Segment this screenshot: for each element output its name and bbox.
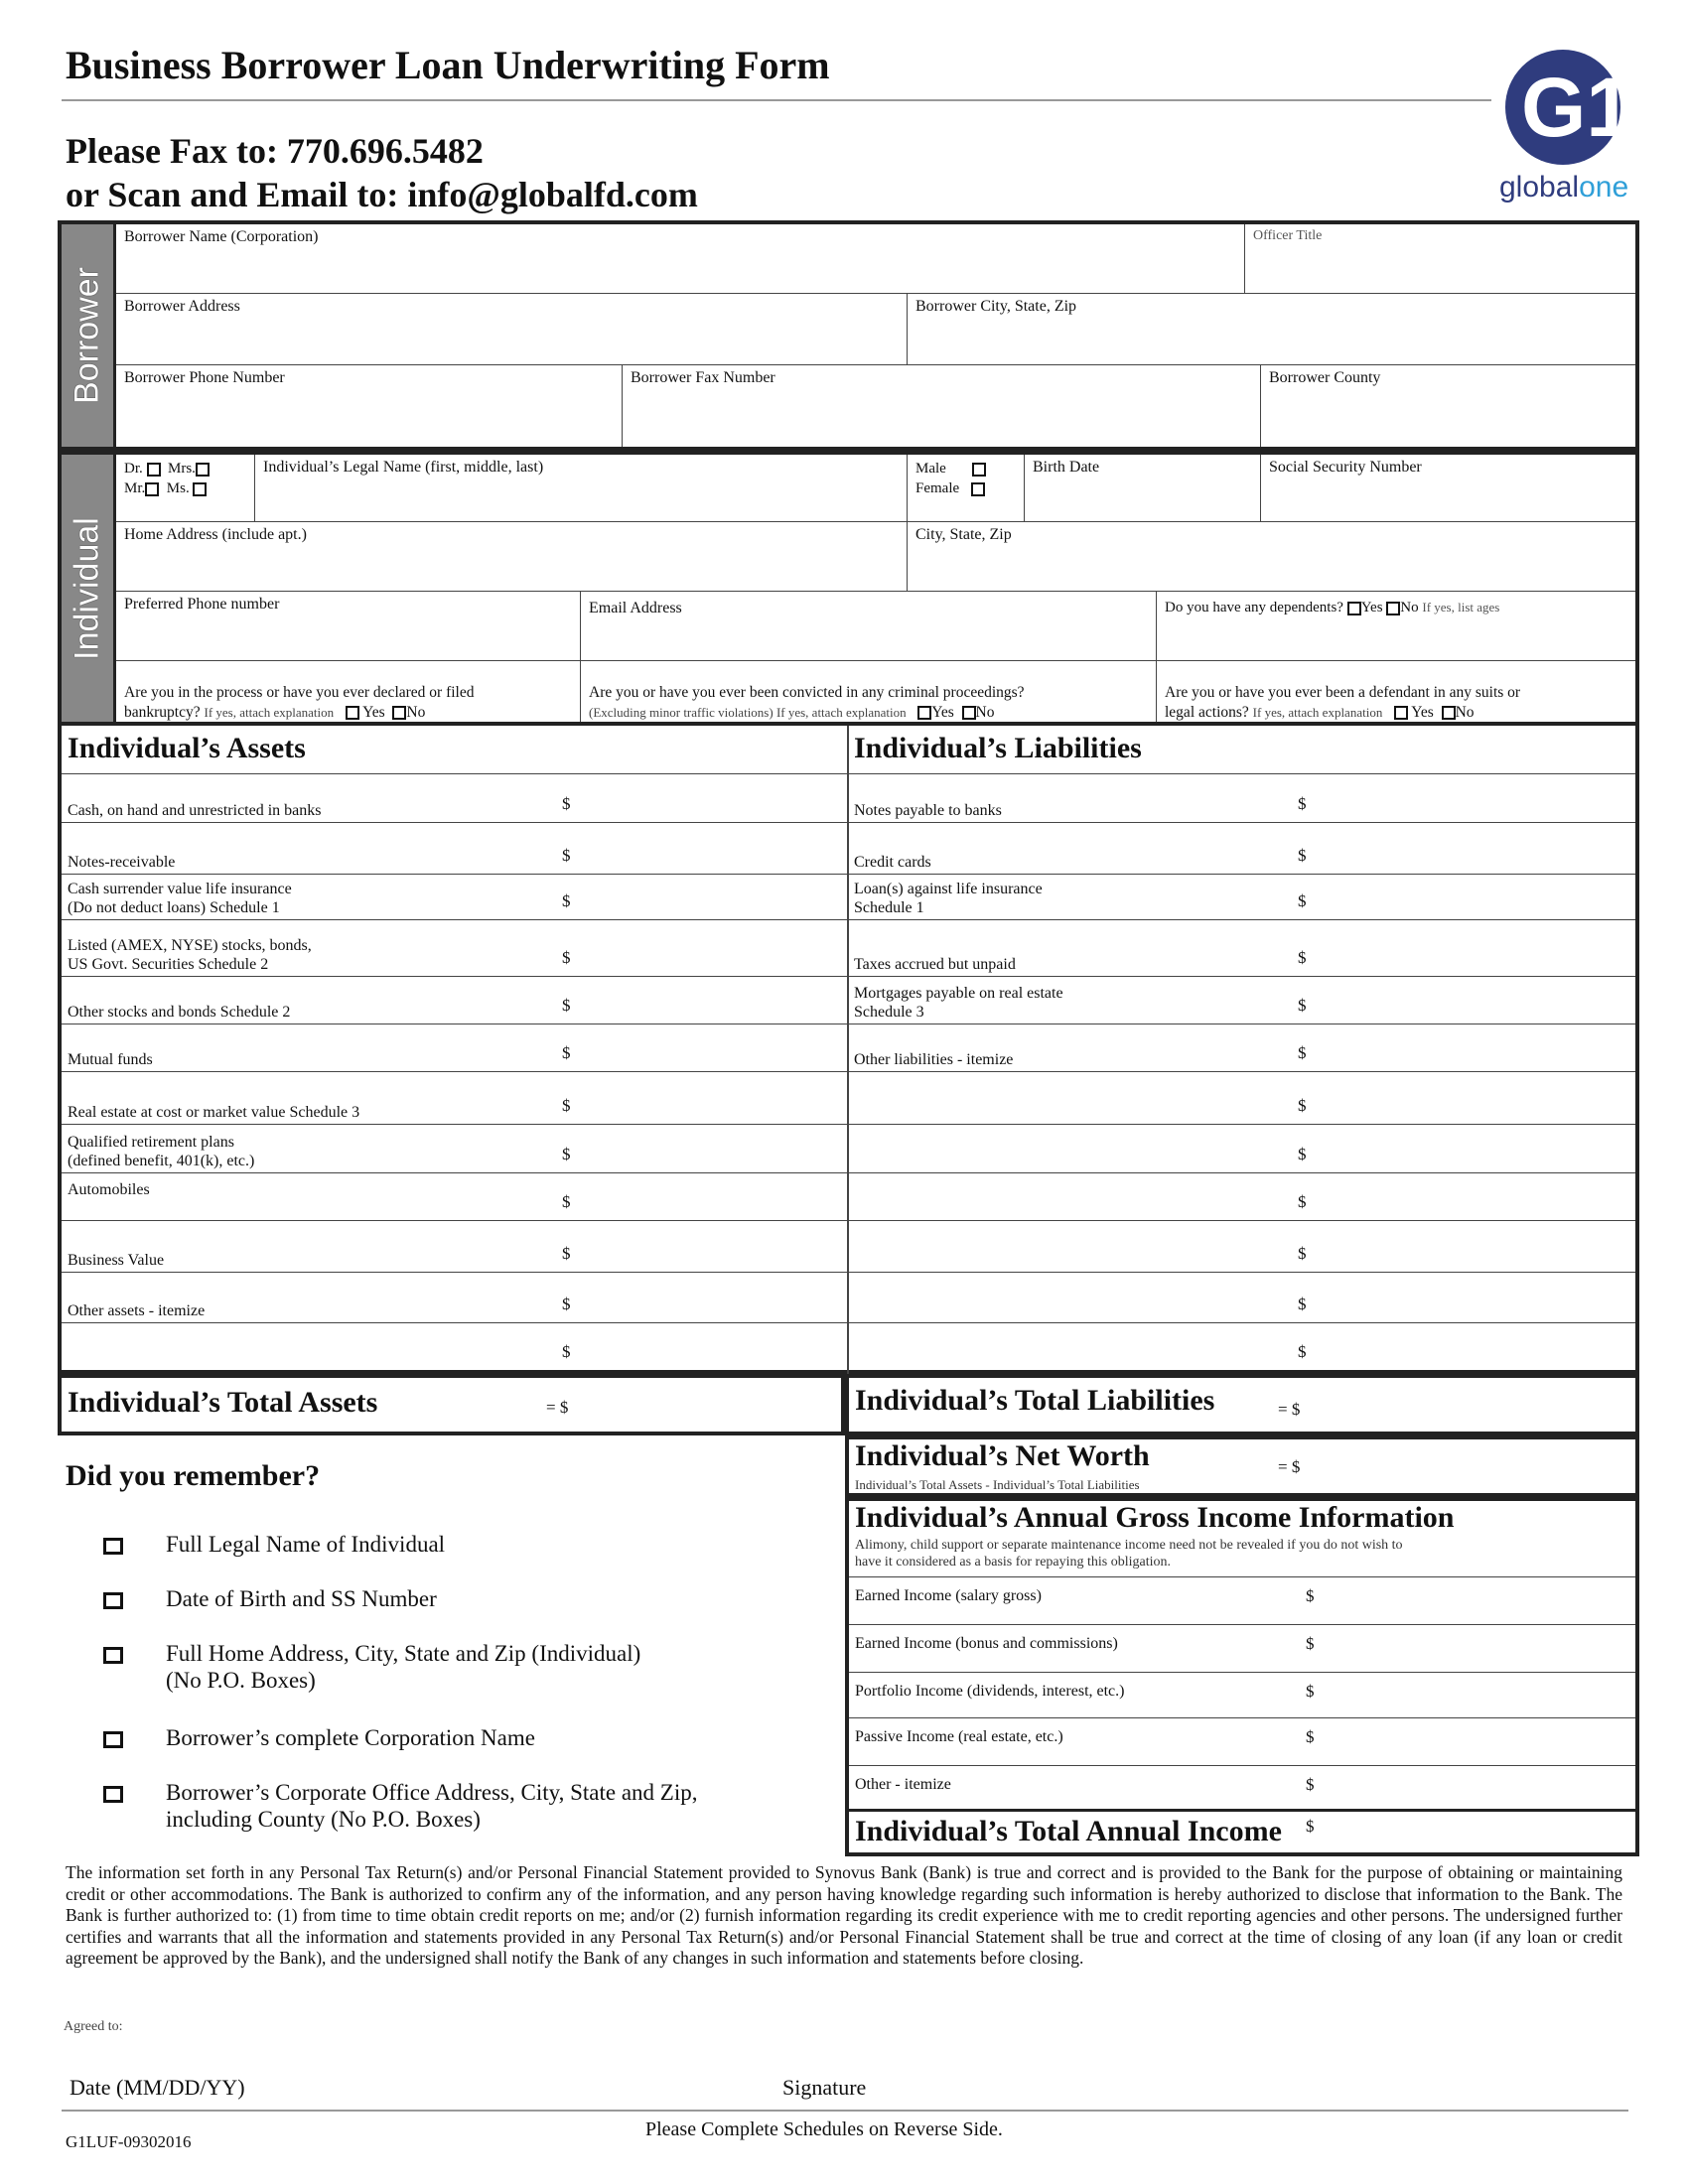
email-field[interactable] [581,592,1157,661]
borrower-city-field[interactable] [908,294,1635,365]
total-income-label: Individual’s Total Annual Income [855,1815,1282,1847]
asset-label-line-1 [68,1031,153,1050]
bankruptcy-line-2: bankruptcy? [124,704,201,721]
criminal-line-1: Are you or have you ever been convicted in any criminal proceedings? [589,684,1025,701]
asset-label [68,1232,164,1270]
borrower-name-label: Borrower Name (Corporation) [124,228,319,245]
asset-amount-input[interactable] [582,1326,840,1366]
fax-instructions [66,129,698,216]
bankruptcy-attach-note: If yes, attach explanation [204,705,335,720]
asset-label-line-1 [68,1084,359,1103]
asset-amount-input[interactable] [582,1176,840,1216]
asset-label-line-1: Automobiles [68,1181,150,1198]
asset-dollar: $ [562,1295,571,1313]
total-assets-label: Individual’s Total Assets [68,1386,378,1419]
income-amount-input[interactable] [1328,1769,1625,1805]
asset-label-line-2: US Govt. Securities Schedule 2 [68,956,269,973]
asset-amount-input[interactable] [582,1128,840,1168]
liability-label-line-2: Other liabilities - itemize [854,1051,1014,1068]
income-amount-input[interactable] [1328,1676,1625,1713]
income-amount-input[interactable] [1328,1721,1625,1761]
asset-label [68,880,292,917]
dependents-no-checkbox[interactable] [1386,602,1400,615]
liability-dollar: $ [1298,1145,1307,1163]
dependents-field [1157,592,1635,661]
criminal-no-label: No [975,704,995,721]
liability-amount-input[interactable] [1318,1075,1625,1120]
total-assets-input[interactable] [578,1386,836,1428]
remember-item [166,1585,437,1612]
liability-dollar: $ [1298,996,1307,1015]
liability-dollar: $ [1298,846,1307,865]
asset-dollar: $ [562,846,571,865]
criminal-yes-label: Yes [931,704,954,721]
total-liabilities-box [845,1374,1639,1435]
asset-label-line-2: Cash, on hand and unrestricted in banks [68,802,322,819]
remember-item-line-2: including County (No P.O. Boxes) [166,1807,481,1832]
bankruptcy-no-label: No [406,704,426,721]
legal-name-label: Individual’s Legal Name (first, middle, last) [263,459,544,476]
asset-label [68,834,175,872]
income-row-divider [849,1809,1635,1812]
income-note-line-1: Alimony, child support or separate maintenance income need not be revealed if you do not wish to [855,1538,1403,1553]
asset-dollar: $ [562,891,571,910]
logo-wordmark-light: one [1579,171,1629,204]
liability-label [854,1031,1013,1069]
liability-amount-input[interactable] [1318,1176,1625,1216]
dependents-label: Do you have any dependents? [1165,600,1343,615]
asset-amount-input[interactable] [582,878,840,915]
asset-label [68,782,322,820]
asset-label [68,1031,153,1069]
male-label: Male [915,461,946,477]
agreed-to-label: Agreed to: [64,2019,123,2034]
asset-label-line-2 [68,1199,150,1218]
assets-heading: Individual’s Assets [68,732,306,764]
total-assets-equals: = $ [546,1398,569,1417]
remember-checkbox[interactable] [103,1731,123,1748]
remember-heading: Did you remember? [66,1459,321,1492]
asset-dollar: $ [562,1342,571,1361]
criminal-line-2: (Excluding minor traffic violations) If yes, attach explanation [589,705,907,720]
borrower-address-label: Borrower Address [124,298,240,315]
lawsuit-question [1157,661,1635,722]
asset-amount-input[interactable] [582,1276,840,1318]
asset-amount-input[interactable] [582,777,840,818]
asset-dollar: $ [562,1244,571,1263]
borrower-county-field[interactable] [1261,365,1635,447]
dependents-no-label: No [1400,600,1419,615]
net-worth-label: Individual’s Net Worth [855,1439,1150,1472]
liability-amount-input[interactable] [1318,980,1625,1020]
liability-label-line-2: Schedule 1 [854,899,924,916]
net-worth-equals: = $ [1278,1457,1301,1476]
asset-dollar: $ [562,1096,571,1115]
asset-amount-input[interactable] [582,1027,840,1067]
email-label: Email Address [589,600,682,616]
income-heading: Individual’s Annual Gross Income Information [855,1501,1455,1534]
liability-amount-input[interactable] [1318,777,1625,818]
remember-item [166,1640,640,1694]
individual-city-label: City, State, Zip [915,526,1012,543]
total-assets-box [58,1374,845,1435]
lawsuit-line-1: Are you or have you ever been a defendant in any suits or [1165,684,1521,701]
income-amount-input[interactable] [1328,1628,1625,1668]
asset-dollar: $ [562,1145,571,1163]
row-divider [62,1172,1635,1173]
row-divider [62,1124,1635,1125]
asset-label-line-2: Business Value [68,1252,165,1269]
liability-label-line-1 [854,936,1016,955]
individual-section [58,451,1639,726]
borrower-county-label: Borrower County [1269,369,1381,386]
individual-city-field[interactable] [908,522,1635,592]
liability-label-line-1: Loan(s) against life insurance [854,881,1043,897]
lawsuit-no-label: No [1455,704,1475,721]
asset-dollar: $ [562,1043,571,1062]
asset-label-line-1 [68,834,175,853]
liability-amount-input[interactable] [1318,1128,1625,1168]
income-box [845,1497,1639,1856]
liability-dollar: $ [1298,1244,1307,1263]
asset-label-line-1 [68,984,290,1003]
income-row-divider [849,1765,1635,1766]
assets-liabilities-table [58,726,1639,1374]
liability-amount-input[interactable] [1318,1224,1625,1268]
liability-label [854,936,1016,974]
asset-label-line-2: (defined benefit, 401(k), etc.) [68,1153,255,1169]
asset-label-line-2: Mutual funds [68,1051,153,1068]
disclosure-paragraph: The information set forth in any Personal Tax Return(s) and/or Personal Financial Statement provided to Synovus Bank (Bank) is true and correct and is provided to the Bank for the purpose of obtaining or maintaining credit or other accommodations. The Bank is authorized to confirm any of the information, and any person having knowledge regarding such information is hereby authorized to disclose that information to the Bank. The Bank is further authorized to: (1) from time to time obtain credit reports on me; and/or (2) furnish information regarding its credit experience with me to credit reporting agencies and other persons. The undersigned further certifies and warrants that all the information and statements provided in any Personal Tax Return(s) and/or Personal Financial Statement shall be true and correct at the time of closing of any loan (if any loan or credit agreement be approved by the Bank), and the undersigned shall notify the Bank of any changes in such information and statements before closing. [66,1862,1622,1968]
remember-item-line-1: Date of Birth and SS Number [166,1586,437,1611]
criminal-no-checkbox[interactable] [962,706,976,720]
lawsuit-line-2: legal actions? [1165,704,1249,721]
asset-label-line-1: Listed (AMEX, NYSE) stocks, bonds, [68,937,312,954]
row-divider [62,1220,1635,1221]
fax-line: Please Fax to: 770.696.5482 [66,131,484,171]
preferred-phone-field[interactable] [116,592,581,661]
borrower-city-label: Borrower City, State, Zip [915,298,1077,315]
asset-label-line-1: Cash surrender value life insurance [68,881,292,897]
liability-amount-input[interactable] [1318,1276,1625,1318]
signature-label: Signature [782,2075,867,2100]
remember-checkbox[interactable] [103,1538,123,1555]
lawsuit-attach-note: If yes, attach explanation [1252,705,1383,720]
remember-item-line-1: Full Home Address, City, State and Zip (Individual) [166,1641,641,1666]
ms-label: Ms. [166,480,190,496]
bankruptcy-line-1: Are you in the process or have you ever declared or filed [124,684,475,701]
liability-label-line-1 [854,1031,1013,1050]
remember-item-line-1: Borrower’s Corporate Office Address, City, State and Zip, [166,1780,698,1805]
net-worth-formula: Individual’s Total Assets - Individual’s Total Liabilities [855,1477,1140,1492]
row-divider [62,1272,1635,1273]
liability-amount-input[interactable] [1318,923,1625,972]
signature-input-area[interactable] [64,2057,1335,2109]
birth-date-label: Birth Date [1033,459,1100,476]
heading-divider [62,773,1635,774]
remember-checkbox[interactable] [103,1647,123,1664]
liability-dollar: $ [1298,1295,1307,1313]
remember-item-line-1: Borrower’s complete Corporation Name [166,1725,535,1750]
female-label: Female [915,480,960,496]
asset-dollar: $ [562,1192,571,1211]
logo-mark [1505,50,1633,165]
liability-amount-input[interactable] [1318,826,1625,870]
total-liabilities-label: Individual’s Total Liabilities [855,1384,1215,1417]
borrower-phone-field[interactable] [116,365,623,447]
asset-label-line-1 [68,1283,205,1301]
asset-label-line-1 [68,782,322,801]
income-row-divider [849,1576,1635,1577]
female-checkbox[interactable] [971,482,985,496]
asset-amount-input[interactable] [582,980,840,1020]
ssn-field[interactable] [1261,455,1635,522]
ms-checkbox[interactable] [193,482,207,496]
liability-amount-input[interactable] [1318,1326,1625,1366]
logo-wordmark [1499,171,1628,205]
remember-checkbox[interactable] [103,1592,123,1609]
birth-date-field[interactable] [1025,455,1261,522]
income-label: Earned Income (bonus and commissions) [855,1635,1118,1652]
date-label: Date (MM/DD/YY) [70,2075,245,2100]
gender-field [908,455,1025,522]
remember-checkbox[interactable] [103,1786,123,1803]
asset-label [68,936,312,974]
liability-label-line-2: Notes payable to banks [854,802,1002,819]
liability-amount-input[interactable] [1318,878,1625,915]
liability-dollar: $ [1298,948,1307,967]
borrower-tab [62,224,116,447]
dependents-yes-checkbox[interactable] [1347,602,1361,615]
globalone-logo [1497,50,1633,216]
liability-label-line-2: Taxes accrued but unpaid [854,956,1016,973]
officer-title-field[interactable] [1245,224,1635,294]
male-checkbox[interactable] [972,463,986,477]
asset-label-line-1: Qualified retirement plans [68,1134,234,1151]
row-divider [62,976,1635,977]
income-dollar: $ [1306,1775,1315,1794]
asset-amount-input[interactable] [582,1224,840,1268]
total-income-dollar: $ [1306,1817,1315,1836]
title-divider [62,99,1491,101]
asset-label [68,1084,359,1122]
income-amount-input[interactable] [1328,1580,1625,1620]
income-note-line-2: have it considered as a basis for repaying this obligation. [855,1555,1172,1570]
row-divider [62,874,1635,875]
liability-amount-input[interactable] [1318,1027,1625,1067]
bankruptcy-yes-label: Yes [362,704,385,721]
liability-dollar: $ [1298,891,1307,910]
income-row-divider [849,1717,1635,1718]
mr-label: Mr. [124,480,146,496]
asset-dollar: $ [562,948,571,967]
signature-line [62,2110,1628,2112]
criminal-yes-checkbox[interactable] [917,706,931,720]
income-row-divider [849,1624,1635,1625]
liability-dollar: $ [1298,1192,1307,1211]
income-row-divider [849,1672,1635,1673]
net-worth-input[interactable] [1316,1445,1623,1487]
liability-label [854,880,1043,917]
asset-label-line-2: Real estate at cost or market value Schedule 3 [68,1104,360,1121]
asset-label [68,1283,205,1320]
borrower-name-field[interactable] [116,224,1245,294]
preferred-phone-label: Preferred Phone number [124,596,280,613]
asset-label [68,1133,254,1170]
row-divider [62,1071,1635,1072]
row-divider [62,1322,1635,1323]
criminal-question [581,661,1157,722]
dr-label: Dr. [124,461,143,477]
income-note [855,1537,1403,1570]
individual-tab-label: Individual [68,516,106,660]
asset-label-line-2: (Do not deduct loans) Schedule 1 [68,899,280,916]
liability-label-line-2: Schedule 3 [854,1004,924,1021]
dr-checkbox[interactable] [147,463,161,477]
officer-title-label: Officer Title [1253,228,1323,243]
asset-label [68,1180,150,1218]
net-worth-box [845,1435,1639,1497]
liability-label-line-1 [854,834,931,853]
income-dollar: $ [1306,1682,1315,1701]
mrs-checkbox[interactable] [196,463,210,477]
remember-item [166,1779,698,1833]
legal-name-field[interactable] [255,455,908,522]
liability-label-line-1 [854,782,1002,801]
lawsuit-yes-label: Yes [1411,704,1434,721]
borrower-address-field[interactable] [116,294,908,365]
list-ages-note: If yes, list ages [1422,600,1500,614]
liability-dollar: $ [1298,1096,1307,1115]
logo-wordmark-dark: global [1499,171,1580,204]
income-dollar: $ [1306,1727,1315,1746]
income-dollar: $ [1306,1634,1315,1653]
form-code: G1LUF-09302016 [66,2132,192,2151]
total-liabilities-equals: = $ [1278,1400,1301,1419]
individual-tab [62,455,116,722]
income-label: Passive Income (real estate, etc.) [855,1728,1063,1745]
liabilities-heading: Individual’s Liabilities [854,732,1142,764]
asset-label-line-2: Notes-receivable [68,854,176,871]
liability-label-line-1: Mortgages payable on real estate [854,985,1063,1002]
bankruptcy-yes-checkbox[interactable] [346,706,359,720]
lawsuit-yes-checkbox[interactable] [1394,706,1408,720]
dependents-yes-label: Yes [1360,600,1383,615]
bankruptcy-no-checkbox[interactable] [392,706,406,720]
asset-dollar: $ [562,996,571,1015]
income-label: Portfolio Income (dividends, interest, etc.) [855,1683,1125,1700]
asset-label [68,984,290,1022]
asset-label-line-1 [68,1232,164,1251]
liability-dollar: $ [1298,794,1307,813]
borrower-fax-label: Borrower Fax Number [631,369,775,386]
bankruptcy-question [116,661,581,722]
liability-label-line-2: Credit cards [854,854,931,871]
reverse-side-note: Please Complete Schedules on Reverse Side. [645,2118,1003,2140]
salutation-field [116,455,255,522]
asset-label-line-2: Other assets - itemize [68,1302,206,1319]
home-address-label: Home Address (include apt.) [124,526,307,543]
remember-item-line-1: Full Legal Name of Individual [166,1532,446,1557]
row-divider [62,919,1635,920]
home-address-field[interactable] [116,522,908,592]
borrower-tab-label: Borrower [68,267,106,404]
mr-checkbox[interactable] [145,482,159,496]
liability-label [854,984,1063,1022]
asset-amount-input[interactable] [582,826,840,870]
income-label: Other - itemize [855,1776,951,1793]
borrower-phone-label: Borrower Phone Number [124,369,285,386]
income-dollar: $ [1306,1586,1315,1605]
income-label: Earned Income (salary gross) [855,1587,1042,1604]
total-liabilities-input[interactable] [1316,1386,1623,1428]
form-title: Business Borrower Loan Underwriting Form [66,43,830,87]
asset-dollar: $ [562,794,571,813]
email-line: or Scan and Email to: info@globalfd.com [66,175,698,214]
row-divider [62,822,1635,823]
remember-item [166,1531,445,1558]
lawsuit-no-checkbox[interactable] [1442,706,1456,720]
remember-item-line-2: (No P.O. Boxes) [166,1668,316,1693]
ssn-label: Social Security Number [1269,459,1422,476]
liability-dollar: $ [1298,1043,1307,1062]
borrower-fax-field[interactable] [623,365,1261,447]
remember-item [166,1724,535,1751]
liability-label [854,834,931,872]
asset-amount-input[interactable] [582,1075,840,1120]
mrs-label: Mrs. [168,461,196,477]
asset-amount-input[interactable] [582,923,840,972]
asset-label-line-2: Other stocks and bonds Schedule 2 [68,1004,291,1021]
borrower-section [58,220,1639,451]
liability-dollar: $ [1298,1342,1307,1361]
liability-label [854,782,1002,820]
logo-mark-text: G1 [1521,61,1633,154]
